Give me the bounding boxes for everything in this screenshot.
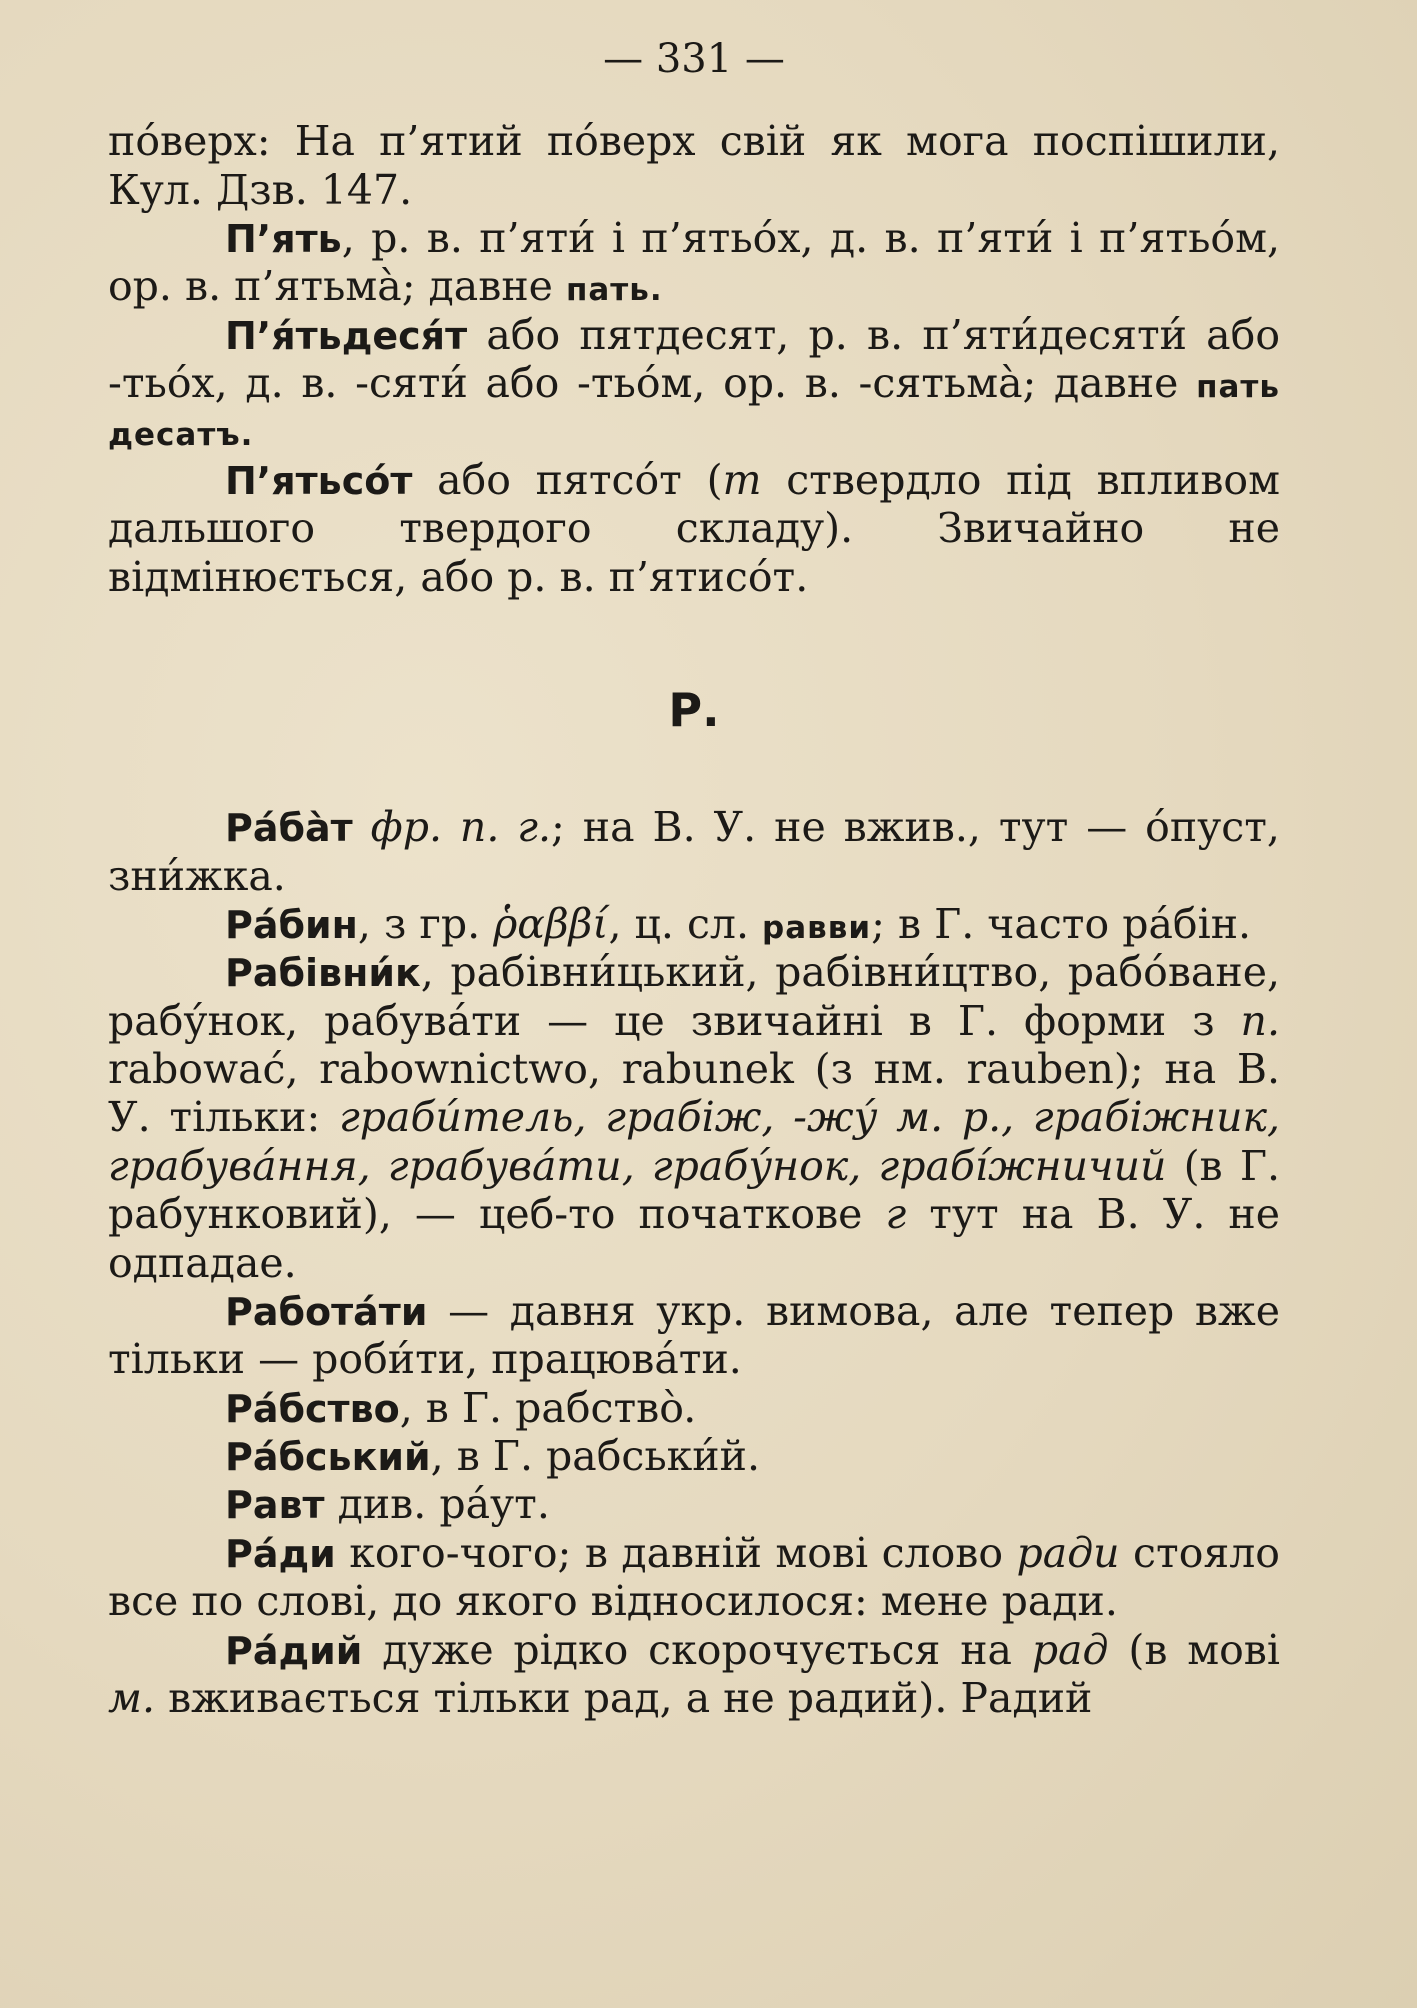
entry-rabskyi xyxy=(108,1432,1280,1480)
entry-text: — давня укр. вимова, але тепер вже тільки — роби́ти, працюва́ти. xyxy=(108,1286,1280,1384)
entry-text: rabować, rabownictwo, rabunek (з нм. rauben); на В. У. тільки: xyxy=(108,1045,1280,1142)
entry-text: пóверх: На п’ятий пóверх свій як мога поспішили, Кул. Дзв. 147. xyxy=(108,117,1280,214)
headword: Ра́ди xyxy=(225,1531,336,1576)
entry-text: ствердло під впливом дальшого твердого складу). Звичайно не відмінюється, або р. в. п’ятисóт. xyxy=(108,455,1281,601)
italic-text: ради xyxy=(1016,1528,1120,1577)
italic-text: т xyxy=(722,455,762,504)
entry-continuation xyxy=(108,117,1280,214)
page-number: — 331 — xyxy=(603,36,785,82)
entry-rabstvo xyxy=(108,1384,1280,1432)
entry-text: див. ра́ут. xyxy=(324,1480,550,1529)
headword: Ра́бин xyxy=(225,902,358,947)
entry-radyi xyxy=(108,1626,1280,1723)
entry-text: кого-чого; в давній мові слово xyxy=(335,1528,1017,1577)
entry-text: (в мові xyxy=(1108,1625,1280,1674)
entry-rabat xyxy=(108,803,1280,900)
letter-heading: Р. xyxy=(668,682,720,737)
italic-text: г xyxy=(885,1190,907,1239)
entry-rabivnyk xyxy=(108,948,1280,1287)
headword: Ра́дий xyxy=(225,1628,363,1673)
entry-ravt xyxy=(108,1480,1280,1528)
entry-text: , в Г. рабськи́й. xyxy=(430,1432,760,1481)
entry-text: (в Г. рабунковий), — цеб-то початкове xyxy=(108,1141,1280,1239)
entry-rabotaty xyxy=(108,1287,1280,1384)
entry-pyat xyxy=(108,214,1280,311)
entry-pyatdesyat xyxy=(108,311,1280,456)
headword: П’ять xyxy=(225,216,342,261)
entry-text: стояло все по слові, до якого відносилося: мене ради. xyxy=(108,1528,1280,1626)
old-slavonic-form: пать. xyxy=(565,272,663,309)
headword: Работа́ти xyxy=(225,1289,428,1334)
entry-rady xyxy=(108,1529,1280,1626)
old-slavonic-form: равви xyxy=(762,909,872,946)
book-page xyxy=(108,36,1280,1722)
italic-text: грабúтель, грабіж, -жу́ м. р., грабіжник, грабува́ння, грабува́ти, грабу́нок, грабі́жничий xyxy=(108,1093,1281,1190)
entry-text: або пятсóт ( xyxy=(412,455,723,504)
entry-pyatsot xyxy=(108,456,1280,601)
greek-text: ῥαββί xyxy=(493,899,609,948)
entry-text: ; на В. У. не вжив., тут — óпуст, зни́жка. xyxy=(108,803,1280,900)
italic-text: фр. п. г. xyxy=(370,803,552,852)
headword: Ра́бський xyxy=(225,1435,431,1480)
entry-text: , з гр. xyxy=(357,899,494,948)
italic-text: м. xyxy=(108,1673,156,1722)
headword: П’ятьсóт xyxy=(225,458,413,503)
entry-text: тут на В. У. не одпадае. xyxy=(108,1190,1280,1287)
old-slavonic-form: пать десатъ. xyxy=(108,369,1280,454)
entry-rabyn xyxy=(108,900,1280,948)
entry-text: ; в Г. часто рáбін. xyxy=(871,899,1252,948)
entry-text: , р. в. п’яти́ і п’ятьóх, д. в. п’яти́ і п’ятьóм, ор. в. п’ятьмà; давне xyxy=(108,213,1280,311)
entry-text: дуже рідко скорочується на xyxy=(362,1625,1032,1674)
italic-text: рад xyxy=(1031,1625,1109,1674)
headword: Ра́ба̀т xyxy=(225,806,353,851)
entry-text xyxy=(353,803,371,851)
entry-text: вживається тільки рад, а не радий). Радий xyxy=(155,1673,1093,1722)
headword: П’я́тьдеся́т xyxy=(225,313,468,358)
headword: Рабівни́к xyxy=(225,951,421,996)
italic-text: п. xyxy=(1240,996,1280,1045)
entry-text: або пятдесят, р. в. п’яти́десяти́ або -тьóх, д. в. -сяти́ або -тьóм, ор. в. -сятьмà; давне xyxy=(108,310,1280,408)
entry-text: , в Г. рабствò. xyxy=(399,1383,697,1432)
entry-text: , ц. сл. xyxy=(608,899,763,948)
headword: Ра́бство xyxy=(225,1386,400,1431)
headword: Равт xyxy=(225,1483,325,1528)
entry-text: , рабівни́цький, рабівни́цтво, рабóване, рабу́нок, рабува́ти — це звичайні в Г. форми з xyxy=(108,948,1280,1045)
